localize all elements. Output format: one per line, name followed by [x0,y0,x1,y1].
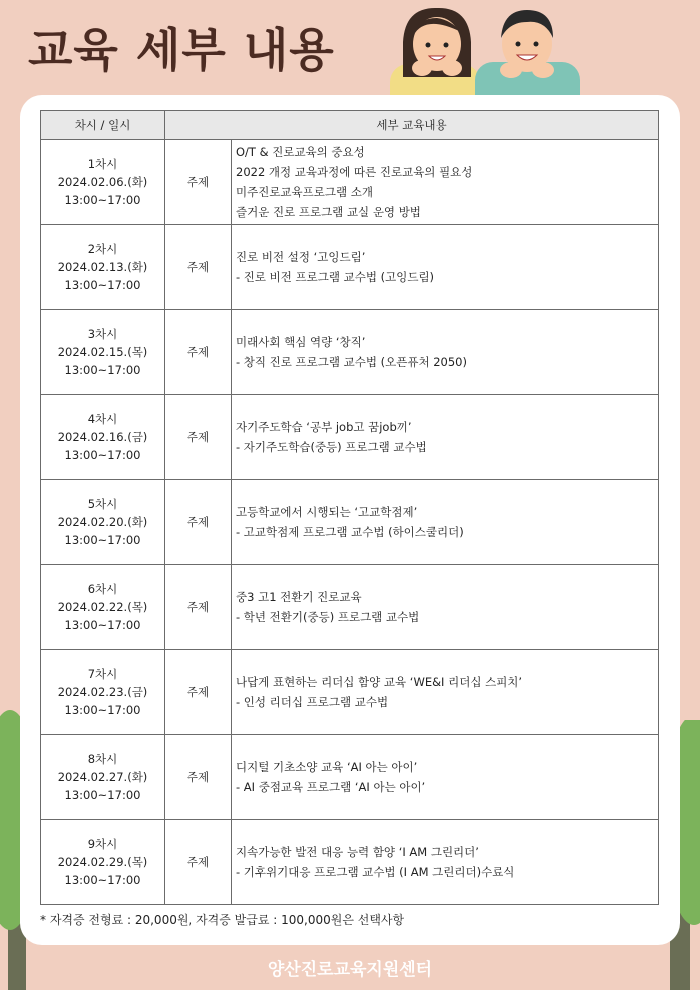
session-date-cell [41,650,165,735]
session-date-cell [41,140,165,225]
content-line: 미주진로교육프로그램 소개 [236,185,373,199]
content-line: - AI 중점교육 프로그램 ‘AI 아는 아이’ [236,780,426,794]
session-date: 2024.02.15.(목) [57,345,148,359]
session-session: 1차시 [87,157,118,171]
header-content: 세부 교육내용 [165,111,659,140]
table-row [41,565,659,650]
session-time: 13:00~17:00 [64,448,141,462]
session-date: 2024.02.16.(금) [57,430,148,444]
content-line: 고등학교에서 시행되는 ‘고교학점제’ [236,505,418,519]
session-session: 5차시 [87,497,118,511]
session-date-cell [41,820,165,905]
content-cell [232,820,659,905]
session-date-cell [41,395,165,480]
session-date-cell [41,565,165,650]
schedule-body [41,140,659,905]
content-cell [232,395,659,480]
session-date-cell [41,225,165,310]
content-line: 2022 개정 교육과정에 따른 진로교육의 필요성 [236,165,473,179]
fee-note: * 자격증 전형료 : 20,000원, 자격증 발급료 : 100,000원은 선택사항 [40,913,405,927]
content-line: 나답게 표현하는 리더십 함양 교육 ‘WE&I 리더십 스피치’ [236,675,523,689]
session-date: 2024.02.13.(화) [57,260,148,274]
session-time: 13:00~17:00 [64,618,141,632]
content-line: 진로 비전 설정 ‘고잉드림’ [236,250,366,264]
session-date: 2024.02.27.(화) [57,770,148,784]
content-line: - 인성 리더십 프로그램 교수법 [236,695,389,709]
topic-label: 주제 [165,565,232,650]
table-row [41,735,659,820]
session-time: 13:00~17:00 [64,193,141,207]
session-session: 3차시 [87,327,118,341]
topic-label: 주제 [165,310,232,395]
session-date-cell [41,480,165,565]
content-cell [232,310,659,395]
session-session: 2차시 [87,242,118,256]
session-session: 6차시 [87,582,118,596]
session-session: 4차시 [87,412,118,426]
table-row [41,395,659,480]
session-time: 13:00~17:00 [64,363,141,377]
page-title: 교육 세부 내용 [28,23,335,77]
session-date: 2024.02.06.(화) [57,175,148,189]
header-session-date: 차시 / 일시 [41,111,165,140]
session-session: 7차시 [87,667,118,681]
session-time: 13:00~17:00 [64,278,141,292]
session-session: 8차시 [87,752,118,766]
table-row [41,310,659,395]
session-date-cell [41,310,165,395]
content-line: - 창직 진로 프로그램 교수법 (오픈퓨처 2050) [236,355,467,369]
content-line: - 기후위기대응 프로그램 교수법 (I AM 그린리더)수료식 [236,865,515,879]
content-cell [232,225,659,310]
table-row [41,820,659,905]
content-line: 미래사회 핵심 역량 ‘창직’ [236,335,366,349]
topic-label: 주제 [165,820,232,905]
session-session: 9차시 [87,837,118,851]
content-line: 즐거운 진로 프로그램 교실 운영 방법 [236,205,421,219]
table-row [41,225,659,310]
content-line: 지속가능한 발전 대응 능력 함양 ‘I AM 그린리더’ [236,845,479,859]
topic-label: 주제 [165,225,232,310]
content-line: - 고교학점제 프로그램 교수법 (하이스쿨리더) [236,525,464,539]
content-line: - 진로 비전 프로그램 교수법 (고잉드림) [236,270,435,284]
content-cell [232,650,659,735]
content-cell [232,735,659,820]
content-line: 중3 고1 전환기 진로교육 [236,590,362,604]
content-line: 디지털 기초소양 교육 ‘AI 아는 아이’ [236,760,418,774]
topic-label: 주제 [165,650,232,735]
topic-label: 주제 [165,395,232,480]
session-time: 13:00~17:00 [64,533,141,547]
topic-label: 주제 [165,140,232,225]
session-time: 13:00~17:00 [64,788,141,802]
schedule-table [40,110,659,905]
topic-label: 주제 [165,735,232,820]
session-date: 2024.02.22.(목) [57,600,148,614]
footer-organization: 양산진로교육지원센터 [267,960,433,980]
session-date: 2024.02.29.(목) [57,855,148,869]
table-row [41,650,659,735]
content-line: O/T & 진로교육의 중요성 [236,145,365,159]
content-line: - 자기주도학습(중등) 프로그램 교수법 [236,440,427,454]
content-line: 자기주도학습 ‘공부 job고 꿈job끼’ [236,420,412,434]
table-row [41,480,659,565]
session-date: 2024.02.23.(금) [57,685,148,699]
content-cell [232,140,659,225]
session-date-cell [41,735,165,820]
table-row [41,140,659,225]
session-time: 13:00~17:00 [64,703,141,717]
content-line: - 학년 전환기(중등) 프로그램 교수법 [236,610,420,624]
content-cell [232,480,659,565]
session-date: 2024.02.20.(화) [57,515,148,529]
content-cell [232,565,659,650]
session-time: 13:00~17:00 [64,873,141,887]
topic-label: 주제 [165,480,232,565]
